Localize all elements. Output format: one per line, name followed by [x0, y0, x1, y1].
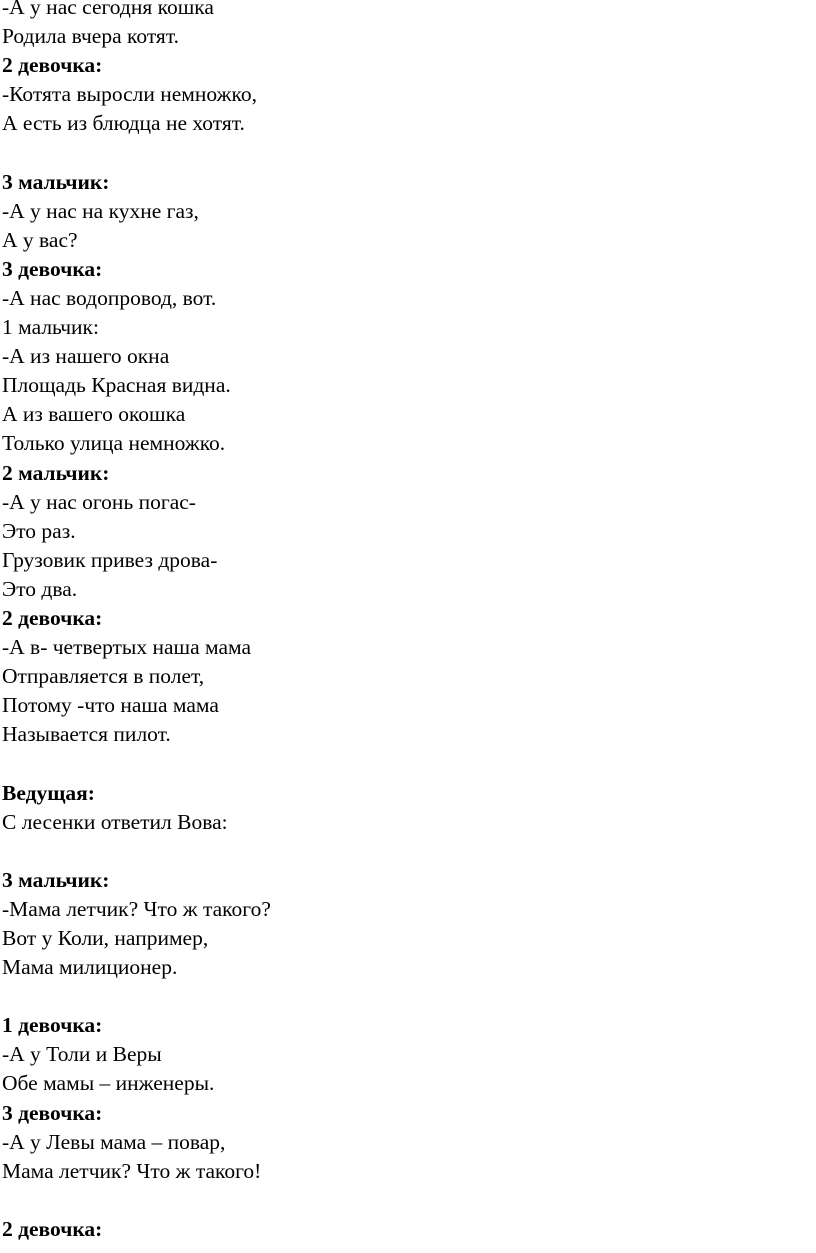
blank-line — [2, 138, 802, 167]
speaker-label: 2 девочка: — [2, 53, 103, 78]
speaker-label: 2 мальчик: — [2, 460, 110, 485]
text-line: Грузовик привез дрова- — [2, 547, 218, 572]
text-line: А из вашего окошка — [2, 402, 186, 427]
text-line: Это два. — [2, 576, 78, 601]
text-line: С лесенки ответил Вова: — [2, 809, 228, 834]
text-line: -А у нас на кухне газ, — [2, 198, 199, 223]
text-line: Площадь Красная видна. — [2, 373, 231, 398]
text-line: Обе мамы – инженеры. — [2, 1071, 215, 1096]
blank-line — [2, 749, 802, 778]
text-line: -А у нас огонь погас- — [2, 489, 196, 514]
text-line: -А в- четвертых наша мама — [2, 635, 252, 660]
speaker-label: 1 девочка: — [2, 1013, 103, 1038]
script-text — [2, 0, 802, 1244]
speaker-label: Ведущая: — [2, 780, 95, 805]
speaker-label: 2 девочка: — [2, 1216, 103, 1241]
text-line: Родила вчера котят. — [2, 24, 179, 49]
text-line: Потому -что наша мама — [2, 693, 219, 718]
speaker-label: 3 девочка: — [2, 256, 103, 281]
blank-line — [2, 1186, 802, 1215]
speaker-label: 2 девочка: — [2, 605, 103, 630]
text-line: Называется пилот. — [2, 722, 171, 747]
text-line: -А у Толи и Веры — [2, 1042, 162, 1067]
text-line: А есть из блюдца не хотят. — [2, 111, 245, 136]
text-line: Отправляется в полет, — [2, 664, 205, 689]
speaker-label: 3 мальчик: — [2, 867, 110, 892]
text-line: -А у нас сегодня кошка — [2, 0, 214, 19]
text-line: -А нас водопровод, вот. — [2, 285, 217, 310]
text-line: А у вас? — [2, 227, 78, 252]
text-line: -А из нашего окна — [2, 344, 170, 369]
text-line: 1 мальчик: — [2, 315, 99, 340]
blank-line — [2, 837, 802, 866]
speaker-label: 3 мальчик: — [2, 169, 110, 194]
text-line: Только улица немножко. — [2, 431, 226, 456]
text-line: -А у Левы мама – повар, — [2, 1129, 226, 1154]
text-line: Вот у Коли, например, — [2, 926, 209, 950]
speaker-label: 3 девочка: — [2, 1100, 103, 1125]
text-line: Мама летчик? Что ж такого! — [2, 1158, 262, 1183]
text-line: -Котята выросли немножко, — [2, 82, 257, 107]
blank-line — [2, 982, 802, 1011]
text-line: Это раз. — [2, 518, 76, 543]
document-page — [2, 0, 802, 1244]
text-line: -Мама летчик? Что ж такого? — [2, 896, 271, 921]
text-line: Мама милиционер. — [2, 955, 178, 980]
